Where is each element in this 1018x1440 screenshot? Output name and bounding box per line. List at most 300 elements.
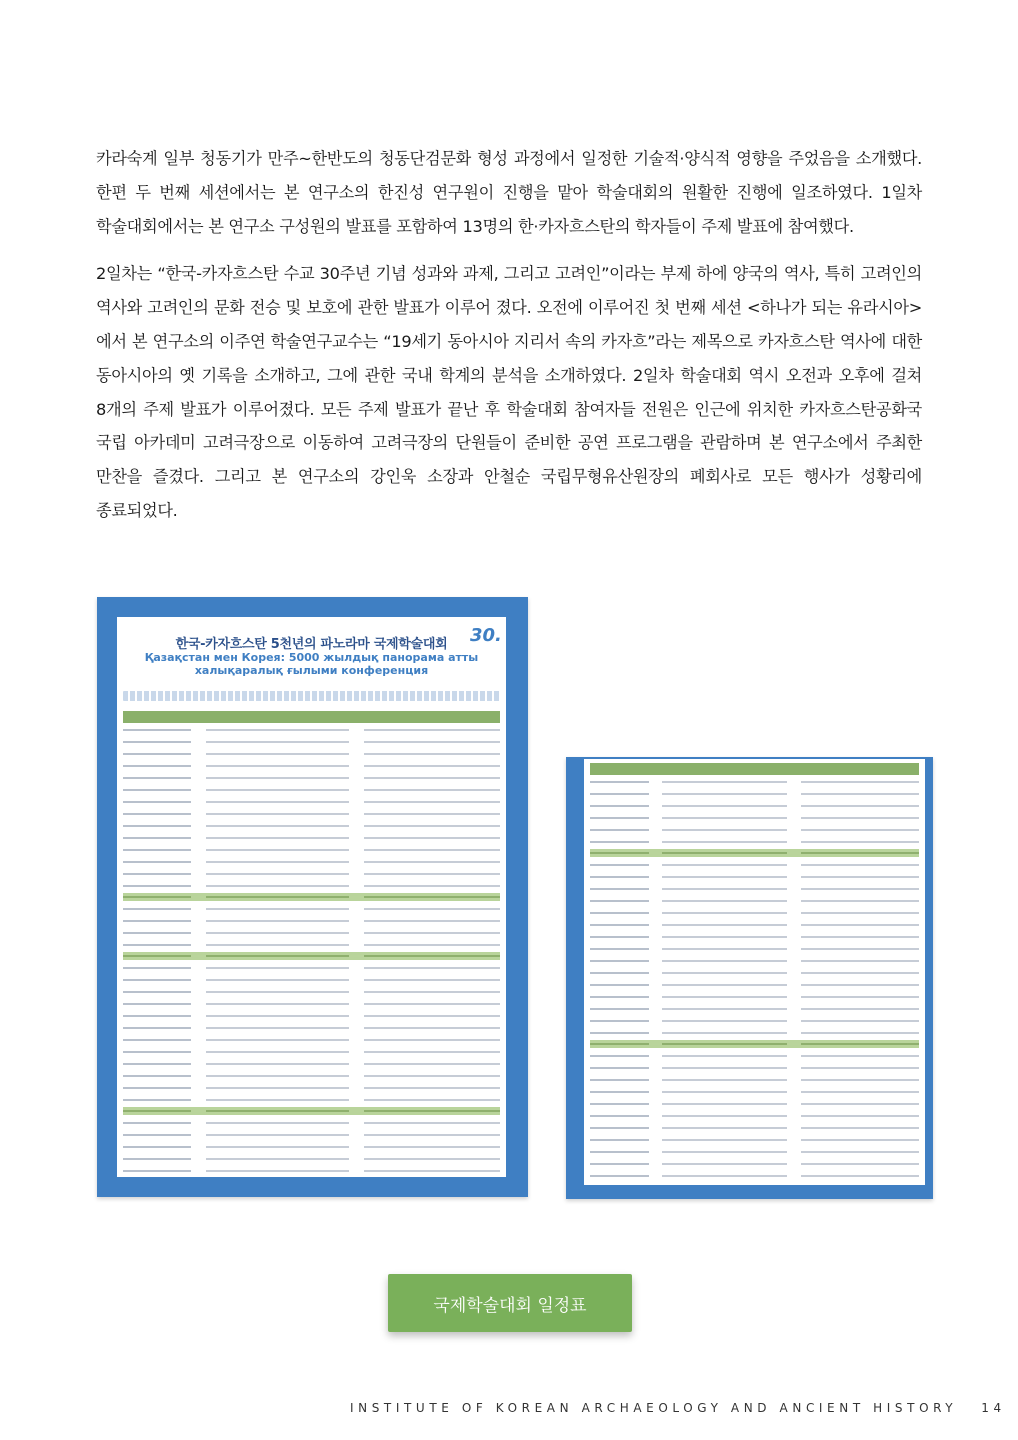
table-row — [590, 1051, 919, 1060]
table-cell — [364, 813, 500, 815]
table-row — [590, 884, 919, 893]
table-cell — [206, 741, 349, 743]
table-row — [590, 1147, 919, 1156]
table-cell — [590, 841, 649, 843]
table-cell — [662, 1151, 787, 1153]
table-row — [590, 872, 919, 881]
table-row — [123, 857, 500, 866]
table-cell — [364, 1087, 500, 1089]
table-cell — [801, 996, 919, 998]
table-cell — [364, 753, 500, 755]
table-row — [590, 1159, 919, 1168]
table-cell — [206, 1075, 349, 1077]
table-row — [590, 789, 919, 798]
table-cell — [590, 924, 649, 926]
table-cell — [123, 1122, 191, 1124]
table-cell — [662, 805, 787, 807]
table-cell — [590, 781, 649, 783]
table-row — [590, 1016, 919, 1025]
table-cell — [206, 801, 349, 803]
table-cell — [364, 920, 500, 922]
table-cell — [206, 729, 349, 731]
page-number: 14 — [981, 1401, 1006, 1415]
table-row — [590, 944, 919, 953]
table-cell — [206, 1087, 349, 1089]
table-cell — [123, 1075, 191, 1077]
table-row — [123, 1107, 500, 1115]
table-row — [123, 1154, 500, 1163]
table-cell — [364, 944, 500, 946]
table-row — [590, 956, 919, 965]
table-cell — [206, 777, 349, 779]
table-cell — [801, 841, 919, 843]
table-row — [590, 968, 919, 977]
table-cell — [206, 979, 349, 981]
table-cell — [590, 793, 649, 795]
table-cell — [662, 972, 787, 974]
table-row — [123, 797, 500, 806]
table-cell — [801, 912, 919, 914]
table-cell — [590, 1151, 649, 1153]
table-cell — [662, 936, 787, 938]
table-row — [590, 837, 919, 846]
table-cell — [590, 1175, 649, 1177]
table-cell — [364, 896, 500, 898]
table-cell — [590, 1067, 649, 1069]
table-cell — [662, 876, 787, 878]
table-row — [590, 801, 919, 810]
table-cell — [590, 829, 649, 831]
table-cell — [801, 1163, 919, 1165]
table-row — [123, 1095, 500, 1104]
table-cell — [801, 1043, 919, 1045]
table-cell — [662, 924, 787, 926]
table-row — [123, 821, 500, 830]
table-row — [590, 849, 919, 857]
table-cell — [662, 1103, 787, 1105]
table-cell — [801, 805, 919, 807]
article-body — [96, 142, 922, 528]
table-cell — [590, 805, 649, 807]
table-cell — [662, 888, 787, 890]
table-cell — [206, 967, 349, 969]
table-row — [590, 1075, 919, 1084]
table-cell — [364, 967, 500, 969]
table-cell — [123, 1003, 191, 1005]
table-cell — [206, 908, 349, 910]
table-cell — [801, 1091, 919, 1093]
table-row — [590, 932, 919, 941]
table-cell — [590, 972, 649, 974]
table-cell — [123, 1015, 191, 1017]
table-row — [123, 893, 500, 901]
table-cell — [364, 955, 500, 957]
table-cell — [364, 861, 500, 863]
table-row — [590, 777, 919, 786]
table-cell — [801, 960, 919, 962]
table-cell — [590, 1115, 649, 1117]
table-row — [123, 845, 500, 854]
table-cell — [801, 1020, 919, 1022]
table-cell — [364, 1015, 500, 1017]
table-cell — [123, 849, 191, 851]
table-row — [123, 869, 500, 878]
table-cell — [590, 1079, 649, 1081]
table-cell — [662, 1091, 787, 1093]
table-cell — [662, 1079, 787, 1081]
table-cell — [123, 1170, 191, 1172]
table-cell — [206, 1146, 349, 1148]
table-cell — [662, 984, 787, 986]
table-cell — [206, 1003, 349, 1005]
table-cell — [801, 1127, 919, 1129]
table-cell — [590, 852, 649, 854]
table-cell — [364, 1051, 500, 1053]
table-cell — [364, 1170, 500, 1172]
table-cell — [801, 948, 919, 950]
table-row — [123, 1011, 500, 1020]
table-cell — [801, 1055, 919, 1057]
table-cell — [206, 849, 349, 851]
table-row — [590, 992, 919, 1001]
table-cell — [206, 765, 349, 767]
table-cell — [590, 1008, 649, 1010]
table-cell — [662, 1032, 787, 1034]
table-row — [123, 1083, 500, 1092]
table-row — [590, 1028, 919, 1037]
table-cell — [123, 1110, 191, 1112]
table-cell — [123, 861, 191, 863]
table-cell — [123, 944, 191, 946]
table-cell — [590, 888, 649, 890]
table-cell — [123, 753, 191, 755]
table-cell — [662, 841, 787, 843]
anniversary-logo-icon: 30. — [470, 625, 502, 646]
page-footer — [350, 1401, 1006, 1415]
table-row — [123, 809, 500, 818]
table-cell — [123, 920, 191, 922]
table-cell — [123, 1039, 191, 1041]
table-cell — [662, 960, 787, 962]
table-cell — [662, 1163, 787, 1165]
table-cell — [123, 837, 191, 839]
table-cell — [662, 912, 787, 914]
table-row — [590, 1099, 919, 1108]
table-cell — [206, 1039, 349, 1041]
table-cell — [662, 1067, 787, 1069]
table-cell — [801, 817, 919, 819]
table-cell — [123, 979, 191, 981]
table-cell — [662, 1139, 787, 1141]
table-row — [123, 881, 500, 890]
table-row — [123, 1166, 500, 1175]
table-row — [590, 896, 919, 905]
table-cell — [801, 1032, 919, 1034]
table-cell — [123, 1087, 191, 1089]
table-cell — [662, 948, 787, 950]
table-cell — [801, 888, 919, 890]
table-cell — [590, 1091, 649, 1093]
table-cell — [662, 1055, 787, 1057]
table-cell — [801, 924, 919, 926]
table-cell — [801, 793, 919, 795]
table-row — [123, 975, 500, 984]
table-cell — [364, 1039, 500, 1041]
table-cell — [206, 873, 349, 875]
table-row — [590, 1040, 919, 1048]
schedule-poster-day2 — [566, 757, 933, 1199]
table-row — [590, 825, 919, 834]
table-row — [123, 725, 500, 734]
table-cell — [364, 1110, 500, 1112]
table-header — [123, 711, 500, 723]
table-cell — [590, 936, 649, 938]
table-cell — [590, 1103, 649, 1105]
table-cell — [123, 1027, 191, 1029]
table-cell — [662, 900, 787, 902]
table-cell — [662, 996, 787, 998]
table-cell — [206, 920, 349, 922]
poster-sheet — [584, 759, 925, 1185]
table-cell — [801, 1175, 919, 1177]
table-row — [123, 952, 500, 960]
schedule-caption-label: 국제학술대회 일정표 — [388, 1274, 632, 1332]
schedule-table — [590, 763, 919, 1179]
table-cell — [662, 1175, 787, 1177]
table-cell — [364, 908, 500, 910]
table-cell — [123, 801, 191, 803]
table-row — [590, 1087, 919, 1096]
table-cell — [590, 1139, 649, 1141]
table-row — [123, 1059, 500, 1068]
table-cell — [590, 900, 649, 902]
table-cell — [206, 896, 349, 898]
table-row — [123, 928, 500, 937]
table-cell — [662, 864, 787, 866]
table-row — [123, 1142, 500, 1151]
table-cell — [590, 1032, 649, 1034]
table-cell — [801, 1067, 919, 1069]
table-row — [123, 833, 500, 842]
table-cell — [206, 861, 349, 863]
table-header — [590, 763, 919, 775]
table-row — [123, 940, 500, 949]
table-cell — [801, 1103, 919, 1105]
table-cell — [206, 1110, 349, 1112]
paragraph-2: 2일차는 “한국-카자흐스탄 수교 30주년 기념 성과와 과제, 그리고 고려인”이라는 부제 하에 양국의 역사, 특히 고려인의 역사와 고려인의 문화 전승 및 보호에 관한 발표가 이루어 졌다. 오전에 이루어진 첫 번째 세션 <하나가 되는 유라시아>에서 본 연구소의 이주연 학술연구교수는 “19세기 동아시아 지리서 속의 카자흐”라는 제목으로 카자흐스탄 역사에 대한 동아시아의 옛 기록을 소개하고, 그에 관한 국내 학계의 분석을 소개하였다. 2일차 학술대회 역시 오전과 오후에 걸쳐 8개의 주제 발표가 이루어졌다. 모든 주제 발표가 끝난 후 학술대회 참여자들 전원은 인근에 위치한 카자흐스탄공화국 국립 아카데미 고려극장으로 이동하여 고려극장의 단원들이 준비한 공연 프로그램을 관람하며 본 연구소에서 주최한 만찬을 즐겼다. 그리고 본 연구소의 강인욱 소장과 안철순 국립무형유산원장의 폐회사로 모든 행사가 성황리에 종료되었다. — [96, 264, 922, 520]
table-cell — [364, 1027, 500, 1029]
schedule-poster-day1 — [97, 597, 528, 1197]
table-cell — [206, 1122, 349, 1124]
table-cell — [123, 967, 191, 969]
table-cell — [123, 896, 191, 898]
table-cell — [364, 1146, 500, 1148]
table-cell — [206, 955, 349, 957]
table-cell — [123, 1134, 191, 1136]
table-row — [590, 908, 919, 917]
table-cell — [662, 1127, 787, 1129]
table-cell — [123, 1146, 191, 1148]
table-cell — [801, 1115, 919, 1117]
table-cell — [206, 944, 349, 946]
table-cell — [123, 1051, 191, 1053]
table-cell — [662, 1115, 787, 1117]
table-row — [123, 749, 500, 758]
table-cell — [364, 789, 500, 791]
table-cell — [206, 1158, 349, 1160]
table-cell — [123, 873, 191, 875]
table-cell — [590, 1020, 649, 1022]
table-row — [123, 999, 500, 1008]
table-cell — [801, 972, 919, 974]
table-row — [590, 1063, 919, 1072]
table-row — [590, 813, 919, 822]
table-cell — [123, 765, 191, 767]
table-row — [123, 1023, 500, 1032]
table-row — [590, 1171, 919, 1180]
table-cell — [123, 955, 191, 957]
table-cell — [590, 948, 649, 950]
table-cell — [123, 777, 191, 779]
table-cell — [206, 1051, 349, 1053]
table-cell — [801, 1151, 919, 1153]
table-cell — [364, 991, 500, 993]
table-cell — [364, 979, 500, 981]
table-cell — [123, 1158, 191, 1160]
schedule-table — [123, 711, 500, 1171]
table-cell — [662, 829, 787, 831]
table-cell — [801, 852, 919, 854]
table-row — [590, 920, 919, 929]
table-cell — [801, 1079, 919, 1081]
table-cell — [206, 813, 349, 815]
table-cell — [206, 1015, 349, 1017]
table-cell — [662, 852, 787, 854]
poster-subtitle-bar — [123, 691, 500, 701]
table-cell — [590, 960, 649, 962]
table-cell — [364, 777, 500, 779]
table-cell — [206, 1170, 349, 1172]
paragraph-1: 카라숙계 일부 청동기가 만주~한반도의 청동단검문화 형성 과정에서 일정한 기술적·양식적 영향을 주었음을 소개했다. 한편 두 번째 세션에서는 본 연구소의 한진성 연구원이 진행을 맡아 학술대회의 원활한 진행에 일조하였다. 1일차 학술대회에서는 본 연구소 구성원의 발표를 포함하여 13명의 한·카자흐스탄의 학자들이 주제 발표에 참여했다. — [96, 149, 922, 236]
table-cell — [123, 825, 191, 827]
institute-name: INSTITUTE OF KOREAN ARCHAEOLOGY AND ANCIENT HISTORY — [350, 1401, 958, 1415]
table-cell — [123, 885, 191, 887]
table-cell — [364, 837, 500, 839]
table-row — [123, 1071, 500, 1080]
table-row — [123, 1118, 500, 1127]
table-cell — [801, 984, 919, 986]
table-cell — [206, 1063, 349, 1065]
table-cell — [801, 1139, 919, 1141]
table-cell — [364, 741, 500, 743]
table-cell — [662, 793, 787, 795]
table-cell — [801, 936, 919, 938]
table-cell — [801, 829, 919, 831]
table-row — [123, 785, 500, 794]
table-cell — [662, 1020, 787, 1022]
table-cell — [123, 813, 191, 815]
table-cell — [364, 1158, 500, 1160]
table-row — [590, 1123, 919, 1132]
table-cell — [590, 1163, 649, 1165]
table-cell — [590, 912, 649, 914]
table-cell — [364, 1099, 500, 1101]
table-cell — [123, 741, 191, 743]
table-cell — [123, 932, 191, 934]
table-cell — [206, 885, 349, 887]
table-cell — [590, 1043, 649, 1045]
poster-title-kazakh: Қазақстан мен Корея: 5000 жылдық панорама атты халықаралық ғылыми конференция — [144, 651, 479, 677]
table-cell — [206, 1134, 349, 1136]
table-row — [590, 980, 919, 989]
poster-sheet — [117, 617, 506, 1177]
table-cell — [123, 908, 191, 910]
table-cell — [123, 1099, 191, 1101]
table-cell — [364, 801, 500, 803]
table-cell — [123, 991, 191, 993]
table-cell — [364, 1003, 500, 1005]
table-cell — [364, 729, 500, 731]
table-cell — [206, 789, 349, 791]
table-cell — [364, 885, 500, 887]
table-cell — [364, 1134, 500, 1136]
table-cell — [206, 753, 349, 755]
table-row — [123, 1047, 500, 1056]
table-row — [123, 963, 500, 972]
table-cell — [590, 984, 649, 986]
table-cell — [801, 1008, 919, 1010]
table-cell — [590, 817, 649, 819]
table-cell — [123, 789, 191, 791]
table-row — [590, 1111, 919, 1120]
table-cell — [364, 1075, 500, 1077]
table-cell — [590, 1055, 649, 1057]
table-row — [590, 860, 919, 869]
table-cell — [364, 825, 500, 827]
table-cell — [801, 781, 919, 783]
table-cell — [662, 817, 787, 819]
table-cell — [662, 1043, 787, 1045]
table-cell — [206, 1027, 349, 1029]
table-cell — [206, 932, 349, 934]
table-cell — [206, 1099, 349, 1101]
table-cell — [206, 837, 349, 839]
table-row — [123, 773, 500, 782]
table-cell — [590, 876, 649, 878]
table-cell — [206, 991, 349, 993]
table-cell — [590, 996, 649, 998]
table-cell — [364, 849, 500, 851]
table-row — [590, 1004, 919, 1013]
table-cell — [364, 1063, 500, 1065]
table-row — [123, 1035, 500, 1044]
table-cell — [801, 876, 919, 878]
table-cell — [801, 900, 919, 902]
table-cell — [364, 932, 500, 934]
poster-header — [117, 617, 506, 707]
table-cell — [662, 781, 787, 783]
table-row — [590, 1135, 919, 1144]
table-row — [123, 1130, 500, 1139]
table-cell — [590, 864, 649, 866]
table-cell — [801, 864, 919, 866]
table-cell — [123, 729, 191, 731]
table-cell — [364, 1122, 500, 1124]
table-cell — [364, 873, 500, 875]
table-row — [123, 761, 500, 770]
table-cell — [206, 825, 349, 827]
table-cell — [662, 1008, 787, 1010]
